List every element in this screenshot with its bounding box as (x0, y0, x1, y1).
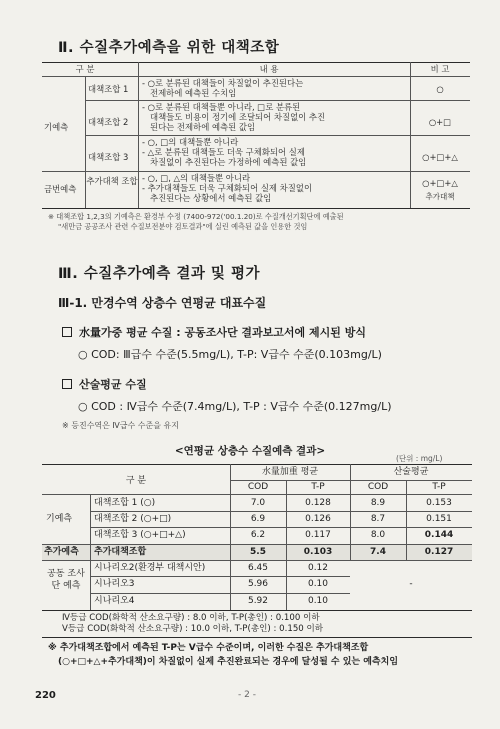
table2-unit: (단위 : mg/L) (396, 454, 443, 463)
footnote-line2: (○+□+△+추가대책)이 차질없이 실제 추진완료되는 경우에 달성될 수 있는 예측치임 (58, 657, 399, 667)
t2-row1-name: 대책조합 1 (○) (94, 498, 156, 508)
t2-row2-tp-a: 0.151 (426, 514, 452, 524)
combo3-line3: 차질없이 추진된다는 가정하에 예측된 값임 (150, 157, 307, 167)
t2-row3-name: 대책조합 3 (○+□+△) (94, 530, 186, 540)
combo2-remark: ○+□ (428, 117, 452, 127)
col-tp-1: T-P (311, 482, 325, 492)
t2-add-name: 추가대책조합 (94, 547, 147, 557)
combo2-label: 대책조합 2 (88, 117, 129, 127)
t2-add-cod-a: 7.4 (370, 547, 386, 557)
t2-group-joint-survey: 공동 조사단 예측 (47, 569, 85, 591)
t2-add-tp-w: 0.103 (303, 547, 333, 557)
combo3-label: 대책조합 3 (88, 152, 129, 162)
t2-sc2-cod: 6.45 (247, 563, 269, 573)
t2-row3-cod-w: 6.2 (250, 530, 266, 540)
bullet-weighted-average: 水量가중 평균 수질 : 공동조사단 결과보고서에 제시된 방식 (62, 324, 366, 340)
combo3-remark: ○+□+△ (422, 152, 458, 162)
weighted-average-values: ○ COD: Ⅲ급수 수준(5.5mg/L), T-P: Ⅴ급수 수준(0.103mg/L) (78, 348, 382, 361)
table2-head-arithmetic: 산술평균 (393, 467, 429, 477)
t2-row1-cod-a: 8.9 (370, 498, 386, 508)
combo4-line3: 추진된다는 상황에서 예측된 값임 (150, 193, 272, 203)
small-note: ※ 등진수역은 Ⅳ급수 수준을 유지 (62, 421, 179, 430)
t2-sc3-name: 시나리오3 (94, 579, 135, 589)
table1-note-line1: ※ 대책조합 1,2,3의 기예측은 환경부 수정 (7400-972('00.1.20)로 수질개선기획단에 예출된 (48, 212, 344, 221)
t2-add-tp-a: 0.127 (424, 547, 454, 557)
grade-5-definition: Ⅴ등급 COD(화학적 산소요구량) : 10.0 이하, T-P(총인) : 0.150 이하 (62, 624, 324, 634)
table1-head-remark: 비 고 (430, 64, 450, 74)
t2-row1-tp-a: 0.153 (426, 498, 452, 508)
combo4-remark-extra: 추가대책 (425, 192, 455, 201)
t2-dash: - (409, 579, 413, 589)
footnote-line1: ※ 추가대책조합에서 예측된 T-P는 Ⅴ급수 수준이며, 이러한 수질은 추가대책조합 (48, 643, 369, 653)
combo2-line3: 된다는 전제하에 예측된 값임 (150, 122, 256, 132)
combo4-remark: ○+□+△ (422, 178, 458, 188)
t2-group-additional: 추가예측 (44, 547, 79, 557)
combo1-label: 대책조합 1 (88, 84, 129, 94)
t2-row2-cod-w: 6.9 (250, 514, 266, 524)
t2-row2-name: 대책조합 2 (○+□) (94, 514, 172, 524)
t2-row3-tp-a: 0.144 (424, 530, 454, 540)
combo2-line1: - ○로 분류된 대책들뿐 아니라, □로 분류된 (142, 102, 301, 112)
col-cod-2: COD (367, 482, 389, 492)
table2-title: <연평균 상층수 수질예측 결과> (174, 445, 326, 457)
t2-sc2-name: 시나리오2(환경부 대책시안) (94, 563, 206, 573)
group-current-forecast: 금번예측 (44, 184, 77, 194)
t2-sc3-tp: 0.10 (307, 579, 329, 589)
additional-combo-label: 추가대책 조합 (86, 176, 138, 186)
square-bullet-icon (62, 379, 72, 389)
bullet-arithmetic-average: 산술평균 수질 (62, 376, 147, 392)
t2-sc4-tp: 0.10 (307, 596, 329, 606)
group-preforecast: 기예측 (44, 122, 69, 132)
combo3-line1: - ○, □의 대책들뿐 아니라 (142, 137, 239, 147)
table1-top-rule (42, 62, 470, 63)
combo3-line2: - △로 분류된 대책들도 더욱 구체화되어 실제 (142, 147, 305, 157)
combo1-line2: 전제하에 예측된 수치임 (150, 88, 237, 98)
grade-4-definition: Ⅳ등급 COD(화학적 산소요구량) : 8.0 이하, T-P(총인) : 0.100 이하 (62, 613, 320, 623)
table2-head-category: 구 분 (125, 476, 147, 486)
combo4-line1: - ○, □, △의 대책들뿐 아니라 (142, 173, 251, 183)
section-2-title: Ⅱ. 수질추가예측을 위한 대책조합 (58, 40, 280, 56)
t2-row2-tp-w: 0.126 (305, 514, 331, 524)
t2-add-cod-w: 5.5 (250, 547, 266, 557)
t2-sc4-name: 시나리오4 (94, 596, 135, 606)
t2-sc4-cod: 5.92 (247, 596, 269, 606)
t2-group-preforecast: 기예측 (46, 514, 73, 524)
t2-row3-cod-a: 8.0 (370, 530, 386, 540)
t2-row3-tp-w: 0.117 (305, 530, 331, 540)
combo1-line1: - ○로 분류된 대책들이 차질없이 추진된다는 (142, 78, 304, 88)
table1-head-content: 내 용 (259, 64, 279, 74)
page-mark: - 2 - (238, 690, 256, 700)
section-3-title: Ⅲ. 수질추가예측 결과 및 평가 (58, 266, 260, 282)
subsection-title: Ⅲ-1. 만경수역 상층수 연평균 대표수질 (58, 296, 267, 310)
arithmetic-average-values: ○ COD : Ⅳ급수 수준(7.4mg/L), T-P : Ⅴ급수 수준(0.127mg/L) (78, 400, 392, 413)
t2-row1-cod-w: 7.0 (250, 498, 266, 508)
combo4-line2: - 추가대책들도 더욱 구체화되어 실제 차질없이 (142, 183, 313, 193)
t2-sc2-tp: 0.12 (307, 563, 329, 573)
table1-head-category: 구 분 (75, 64, 95, 74)
table2-head-weighted: 水量加重 평균 (261, 467, 319, 477)
col-cod-1: COD (247, 482, 269, 492)
t2-row2-cod-a: 8.7 (370, 514, 386, 524)
page-number: 220 (35, 690, 56, 701)
t2-row1-tp-w: 0.128 (305, 498, 331, 508)
table1-note-line2: "새만금 공공조사 관련 수질보전분야 검토결과"에 실린 예측된 값을 인용한 것임 (58, 222, 308, 231)
t2-sc3-cod: 5.96 (247, 579, 269, 589)
combo2-line2: 대책들도 비용이 정기에 조달되어 차질없이 추진 (150, 112, 326, 122)
square-bullet-icon (62, 327, 72, 337)
combo1-remark: ○ (436, 84, 444, 94)
col-tp-2: T-P (432, 482, 446, 492)
